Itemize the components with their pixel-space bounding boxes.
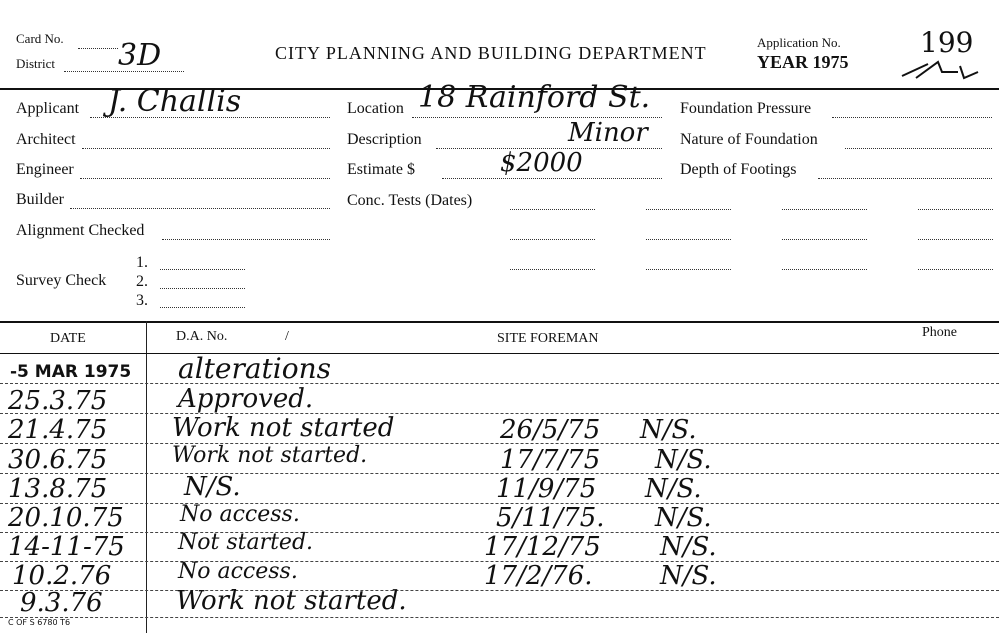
survey-check-label: Survey Check	[16, 272, 107, 289]
estimate-line	[442, 178, 662, 179]
depth-of-footings-label: Depth of Footings	[680, 161, 797, 178]
application-no-value: 199	[920, 26, 974, 59]
engineer-line	[80, 178, 330, 179]
entry-date: 13.8.75	[8, 474, 108, 504]
entry-note: Work not started	[172, 413, 395, 443]
followup-date: 17/12/75	[484, 532, 601, 562]
conc-date-line	[918, 209, 993, 210]
applicant-value: J. Challis	[108, 84, 242, 119]
phone-header: Phone	[922, 325, 957, 340]
conc-date-line	[782, 269, 867, 270]
followup-date: 17/2/76.	[484, 561, 593, 591]
survey-3-line	[160, 307, 245, 308]
survey-1-label: 1.	[136, 254, 148, 271]
district-line	[64, 71, 184, 72]
applicant-label: Applicant	[16, 100, 80, 117]
entry-note: No access.	[178, 559, 298, 584]
date-header: DATE	[50, 331, 86, 346]
estimate-value: $2000	[500, 148, 583, 178]
location-value: 18 Rainford St.	[418, 80, 651, 115]
ns-mark: N/S.	[640, 415, 697, 445]
survey-2-label: 2.	[136, 273, 148, 290]
form-code: C OF S 6780 T6	[8, 618, 71, 627]
card-no-line	[78, 48, 118, 49]
conc-date-line	[510, 269, 595, 270]
alignment-label: Alignment Checked	[16, 222, 145, 239]
conc-date-line	[510, 239, 595, 240]
conc-tests-label: Conc. Tests (Dates)	[347, 192, 473, 209]
entry-date: 25.3.75	[8, 386, 108, 416]
entry-date: 20.10.75	[8, 503, 124, 533]
builder-label: Builder	[16, 191, 64, 208]
conc-date-line	[782, 209, 867, 210]
followup-date: 11/9/75	[496, 474, 597, 504]
description-label: Description	[347, 131, 422, 148]
row-rule	[0, 617, 999, 618]
date-column-divider	[146, 321, 147, 633]
engineer-label: Engineer	[16, 161, 74, 178]
initials-scribble	[898, 58, 988, 82]
header-row-border	[0, 353, 999, 354]
entry-note: N/S.	[184, 472, 241, 502]
ns-mark: N/S.	[660, 532, 717, 562]
followup-date: 5/11/75.	[496, 503, 605, 533]
ns-mark: N/S.	[655, 445, 712, 475]
table-top-border	[0, 321, 999, 323]
ns-mark: N/S.	[645, 474, 702, 504]
conc-date-line	[918, 239, 993, 240]
nature-of-foundation-label: Nature of Foundation	[680, 131, 818, 148]
district-label: District	[16, 56, 55, 71]
conc-date-line	[646, 239, 731, 240]
site-foreman-header: SITE FOREMAN	[497, 331, 599, 346]
conc-date-line	[646, 269, 731, 270]
entry-date: 30.6.75	[8, 445, 108, 475]
ns-mark: N/S.	[660, 561, 717, 591]
alignment-line	[162, 239, 330, 240]
conc-date-line	[918, 269, 993, 270]
depth-of-footings-line	[818, 178, 992, 179]
department-title: CITY PLANNING AND BUILDING DEPARTMENT	[275, 43, 707, 63]
architect-line	[82, 148, 330, 149]
entry-date: 14-11-75	[8, 532, 125, 562]
da-slash: /	[285, 329, 289, 344]
ns-mark: N/S.	[655, 503, 712, 533]
entry-note: Work not started.	[176, 586, 407, 616]
application-no-label: Application No.	[757, 35, 841, 50]
followup-date: 26/5/75	[500, 415, 601, 445]
followup-date: 17/7/75	[500, 445, 601, 475]
card-no-label: Card No.	[16, 31, 64, 46]
location-label: Location	[347, 100, 404, 117]
conc-date-line	[646, 209, 731, 210]
card-no-value: 3D	[118, 38, 162, 73]
year-label: YEAR 1975	[757, 52, 849, 72]
survey-3-label: 3.	[136, 292, 148, 309]
foundation-pressure-line	[832, 117, 992, 118]
estimate-label: Estimate $	[347, 161, 415, 178]
entry-date: 10.2.76	[12, 561, 112, 591]
description-value: Minor	[568, 118, 648, 148]
survey-1-line	[160, 269, 245, 270]
row-rule	[0, 383, 999, 384]
foundation-pressure-label: Foundation Pressure	[680, 100, 812, 117]
da-no-header: D.A. No.	[176, 329, 228, 344]
builder-line	[70, 208, 330, 209]
architect-label: Architect	[16, 131, 76, 148]
conc-date-line	[510, 209, 595, 210]
date-stamp: -5 MAR 1975	[10, 362, 132, 382]
survey-2-line	[160, 288, 245, 289]
entry-note: No access.	[180, 502, 300, 527]
nature-of-foundation-line	[845, 148, 992, 149]
entry-note: Approved.	[178, 384, 314, 414]
entry-note: Not started.	[178, 530, 314, 555]
entry-date: 21.4.75	[8, 415, 108, 445]
entry-date: 9.3.76	[20, 588, 103, 618]
entry-note: Work not started.	[172, 443, 368, 468]
row-rule	[0, 413, 999, 414]
conc-date-line	[782, 239, 867, 240]
entry-note: alterations	[178, 352, 332, 385]
